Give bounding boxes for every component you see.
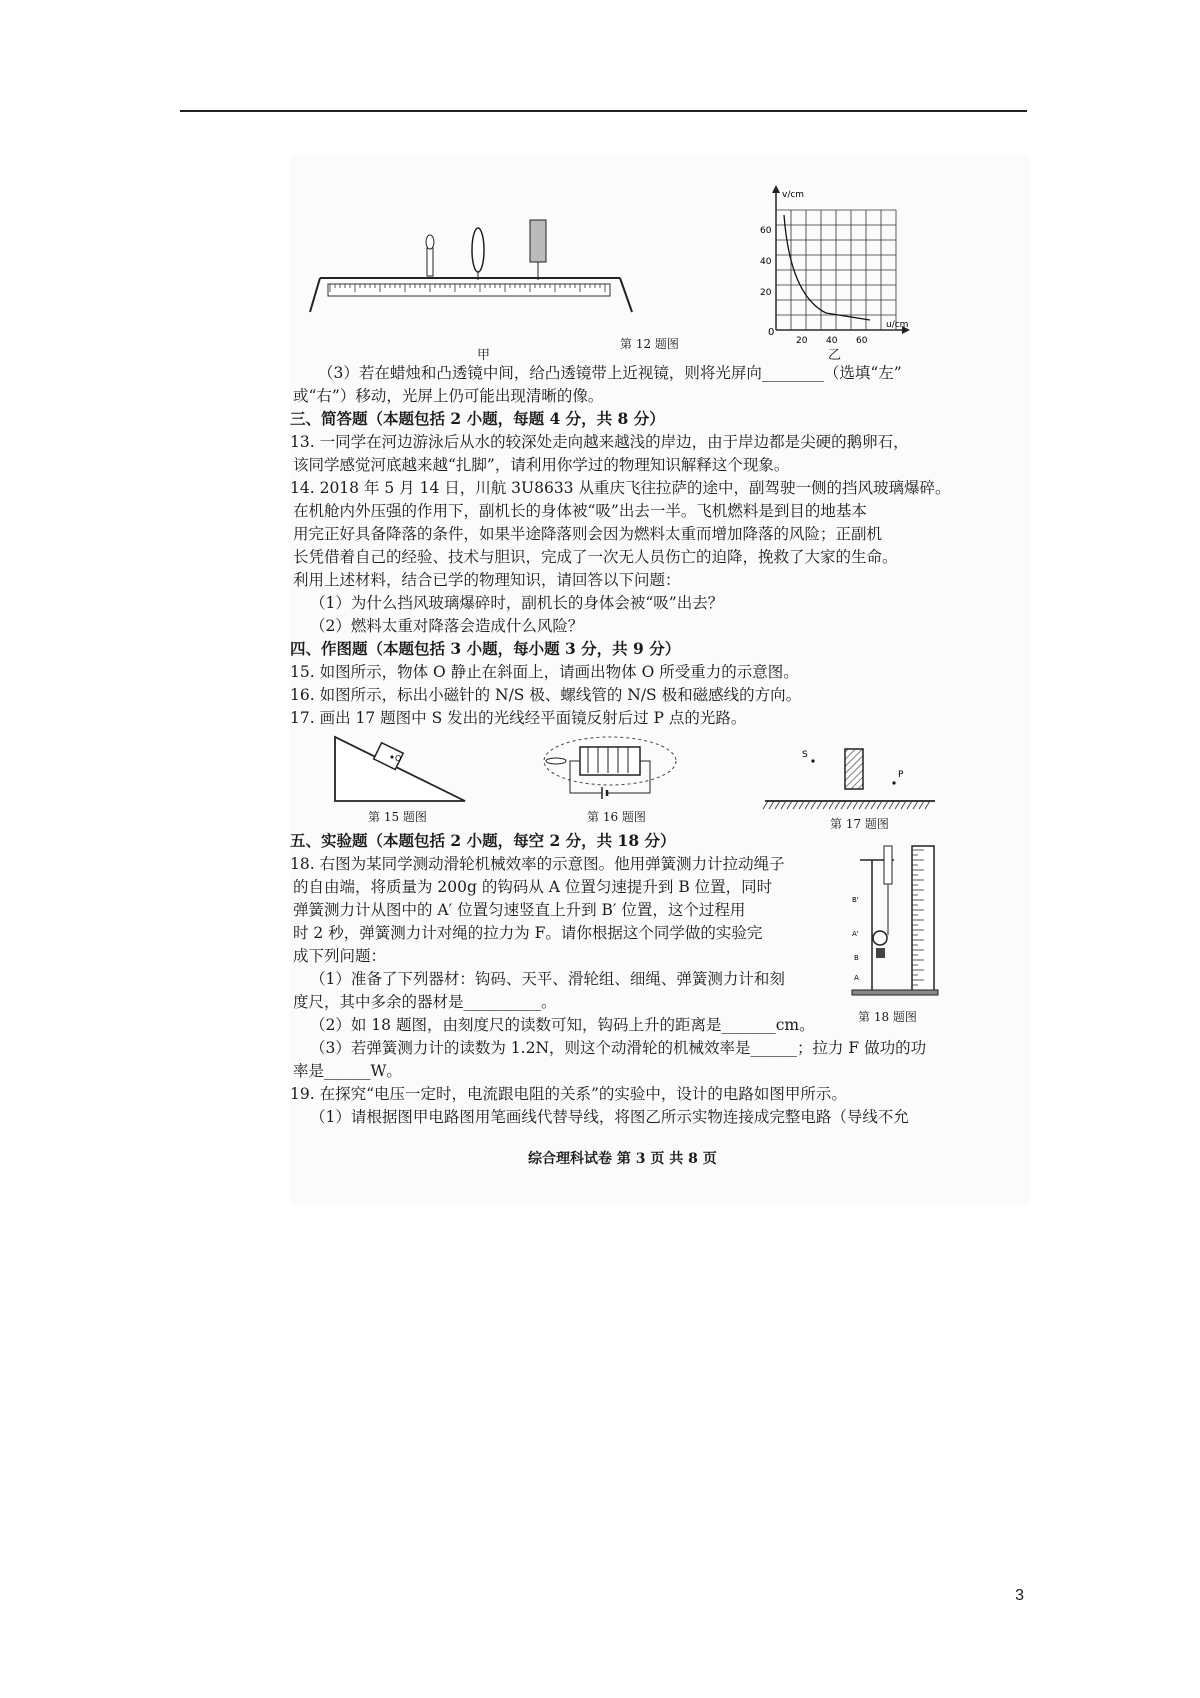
mirror-hatch xyxy=(793,801,798,809)
q15-text: 15. 如图所示，物体 O 静止在斜面上，请画出物体 O 所受重力的示意图。 xyxy=(290,663,799,681)
mirror-hatch xyxy=(835,801,840,809)
fig12-optical-bench xyxy=(300,200,650,330)
section5-title: 五、实验题（本题包括 2 小题，每空 2 分，共 18 分） xyxy=(290,831,676,850)
q14-line4: 长凭借着自己的经验、技术与胆识，完成了一次无人员伤亡的迫降，挽救了大家的生命。 xyxy=(293,548,898,566)
q18-line1: 18. 右图为某同学测动滑轮机械效率的示意图。他用弹簧测力计拉动绳子 xyxy=(290,855,785,873)
graph-y-label: v/cm xyxy=(782,190,805,200)
fig15-caption: 第 15 题图 xyxy=(368,810,427,824)
graph-origin: 0 xyxy=(768,327,775,338)
mirror-hatch xyxy=(883,801,888,809)
q18-sub3-line2: 率是______W。 xyxy=(293,1062,402,1080)
fig15-point-o: O xyxy=(395,754,402,763)
mirror-hatch xyxy=(817,801,822,809)
q13-line2: 该同学感觉河底越来越“扎脚”，请利用你学过的物理知识解释这个现象。 xyxy=(293,456,790,474)
mirror-hatch xyxy=(913,801,918,809)
mirror-hatch xyxy=(811,801,816,809)
q12-3-line2: 或“右”）移动，光屏上仍可能出现清晰的像。 xyxy=(293,387,604,405)
fig17-caption: 第 17 题图 xyxy=(830,817,889,831)
q19-line2: （1）请根据图甲电路图用笔画线代替导线，将图乙所示实物连接成完整电路（导线不允 xyxy=(310,1108,909,1126)
fig18-caption: 第 18 题图 xyxy=(858,1010,917,1024)
page-footer: 综合理科试卷 第 3 页 共 8 页 xyxy=(528,1151,717,1167)
mirror-hatch xyxy=(919,801,924,809)
mirror-hatch xyxy=(823,801,828,809)
graph-x-label: u/cm xyxy=(886,320,909,330)
q18-sub3-line1: （3）若弹簧测力计的读数为 1.2N，则这个动滑轮的机械效率是______；拉力 F 做功的功 xyxy=(310,1039,927,1057)
mirror-hatch xyxy=(781,801,786,809)
fig12-caption: 第 12 题图 xyxy=(620,337,679,351)
mirror-hatch xyxy=(859,801,864,809)
mirror-hatch xyxy=(799,801,804,809)
q18-line2: 的自由端，将质量为 200g 的钩码从 A 位置匀速提升到 B 位置，同时 xyxy=(293,878,773,896)
mirror-hatch xyxy=(805,801,810,809)
fig17-mirror xyxy=(760,745,940,815)
q14-line5: 利用上述材料，结合已学的物理知识，请回答以下问题： xyxy=(293,571,681,589)
q18-line5: 成下列问题： xyxy=(293,947,387,965)
mirror-hatch xyxy=(865,801,870,809)
graph-x-tick-20: 20 xyxy=(796,336,808,346)
mirror-hatch xyxy=(787,801,792,809)
mirror-hatch xyxy=(829,801,834,809)
graph-y-tick-60: 60 xyxy=(760,226,772,236)
q14-line3: 用完正好具备降落的条件，如果半途降落则会因为燃料太重而增加降落的风险；正副机 xyxy=(293,525,883,543)
q12-3-line1: （3）若在蜡烛和凸透镜中间，给凸透镜带上近视镜，则将光屏向________（选填“左” xyxy=(318,364,902,382)
page-number: 3 xyxy=(1015,1587,1024,1604)
fig18-label-a2: A' xyxy=(852,930,859,938)
fig17-label-s: S xyxy=(802,750,808,760)
fig18-label-b2: B' xyxy=(852,896,859,904)
section3-title: 三、简答题（本题包括 2 小题，每题 4 分，共 8 分） xyxy=(290,409,665,428)
q18-line3: 弹簧测力计从图中的 A′ 位置匀速竖直上升到 B′ 位置，这个过程用 xyxy=(293,901,746,919)
section4-title: 四、作图题（本题包括 3 小题，每小题 3 分，共 9 分） xyxy=(290,639,681,658)
graph-x-tick-40: 40 xyxy=(826,336,838,346)
q18-line4: 时 2 秒，弹簧测力计对绳的拉力为 F。请你根据这个同学做的实验完 xyxy=(293,924,763,942)
fig12-label-jia: 甲 xyxy=(477,348,491,363)
mirror-hatch xyxy=(925,801,930,809)
mirror-hatch xyxy=(769,801,774,809)
q14-line2: 在机舱内外压强的作用下，副机长的身体被“吸”出去一半。飞机燃料是到目的地基本 xyxy=(293,502,867,520)
mirror-hatch xyxy=(895,801,900,809)
mirror-hatch xyxy=(841,801,846,809)
mirror-hatch xyxy=(853,801,858,809)
mirror-hatch xyxy=(775,801,780,809)
fig17-label-p: P xyxy=(898,770,904,780)
mirror-hatch xyxy=(763,801,768,809)
graph-y-tick-20: 20 xyxy=(760,288,772,298)
q17-text: 17. 画出 17 题图中 S 发出的光线经平面镜反射后过 P 点的光路。 xyxy=(290,709,747,727)
fig12-label-yi: 乙 xyxy=(828,348,842,363)
header-rule xyxy=(180,110,1027,112)
graph-y-tick-40: 40 xyxy=(760,257,772,267)
q18-sub1-line1: （1）准备了下列器材：钩码、天平、滑轮组、细绳、弹簧测力计和刻 xyxy=(310,970,785,988)
q19-line1: 19. 在探究“电压一定时，电流跟电阻的关系”的实验中，设计的电路如图甲所示。 xyxy=(290,1085,847,1103)
fig12-graph xyxy=(740,185,930,345)
mirror-hatch xyxy=(901,801,906,809)
fig16-caption: 第 16 题图 xyxy=(587,810,646,824)
graph-x-tick-60: 60 xyxy=(856,336,868,346)
mirror-hatch xyxy=(889,801,894,809)
mirror-hatch xyxy=(847,801,852,809)
mirror-hatch xyxy=(877,801,882,809)
mirror-hatch xyxy=(907,801,912,809)
q16-text: 16. 如图所示，标出小磁针的 N/S 极、螺线管的 N/S 极和磁感线的方向。 xyxy=(290,686,802,704)
q18-sub2: （2）如 18 题图，由刻度尺的读数可知，钩码上升的距离是_______cm。 xyxy=(310,1016,815,1034)
fig18-label-a: A xyxy=(854,974,859,982)
fig15-incline xyxy=(330,735,470,805)
q14-line1: 14. 2018 年 5 月 14 日，川航 3U8633 从重庆飞往拉萨的途中，副驾驶一侧的挡风玻璃爆碎。 xyxy=(290,479,951,497)
q18-sub1-line2: 度尺，其中多余的器材是__________。 xyxy=(293,993,557,1011)
fig18-pulley-apparatus xyxy=(850,840,940,1000)
fig16-solenoid xyxy=(540,737,680,807)
q14-sub2: （2）燃料太重对降落会造成什么风险？ xyxy=(310,617,584,635)
q14-sub1: （1）为什么挡风玻璃爆碎时，副机长的身体会被“吸”出去？ xyxy=(310,594,724,612)
mirror-hatch xyxy=(871,801,876,809)
fig18-label-b: B xyxy=(854,954,859,962)
q13-line1: 13. 一同学在河边游泳后从水的较深处走向越来越浅的岸边，由于岸边都是尖硬的鹅卵石， xyxy=(290,433,909,451)
